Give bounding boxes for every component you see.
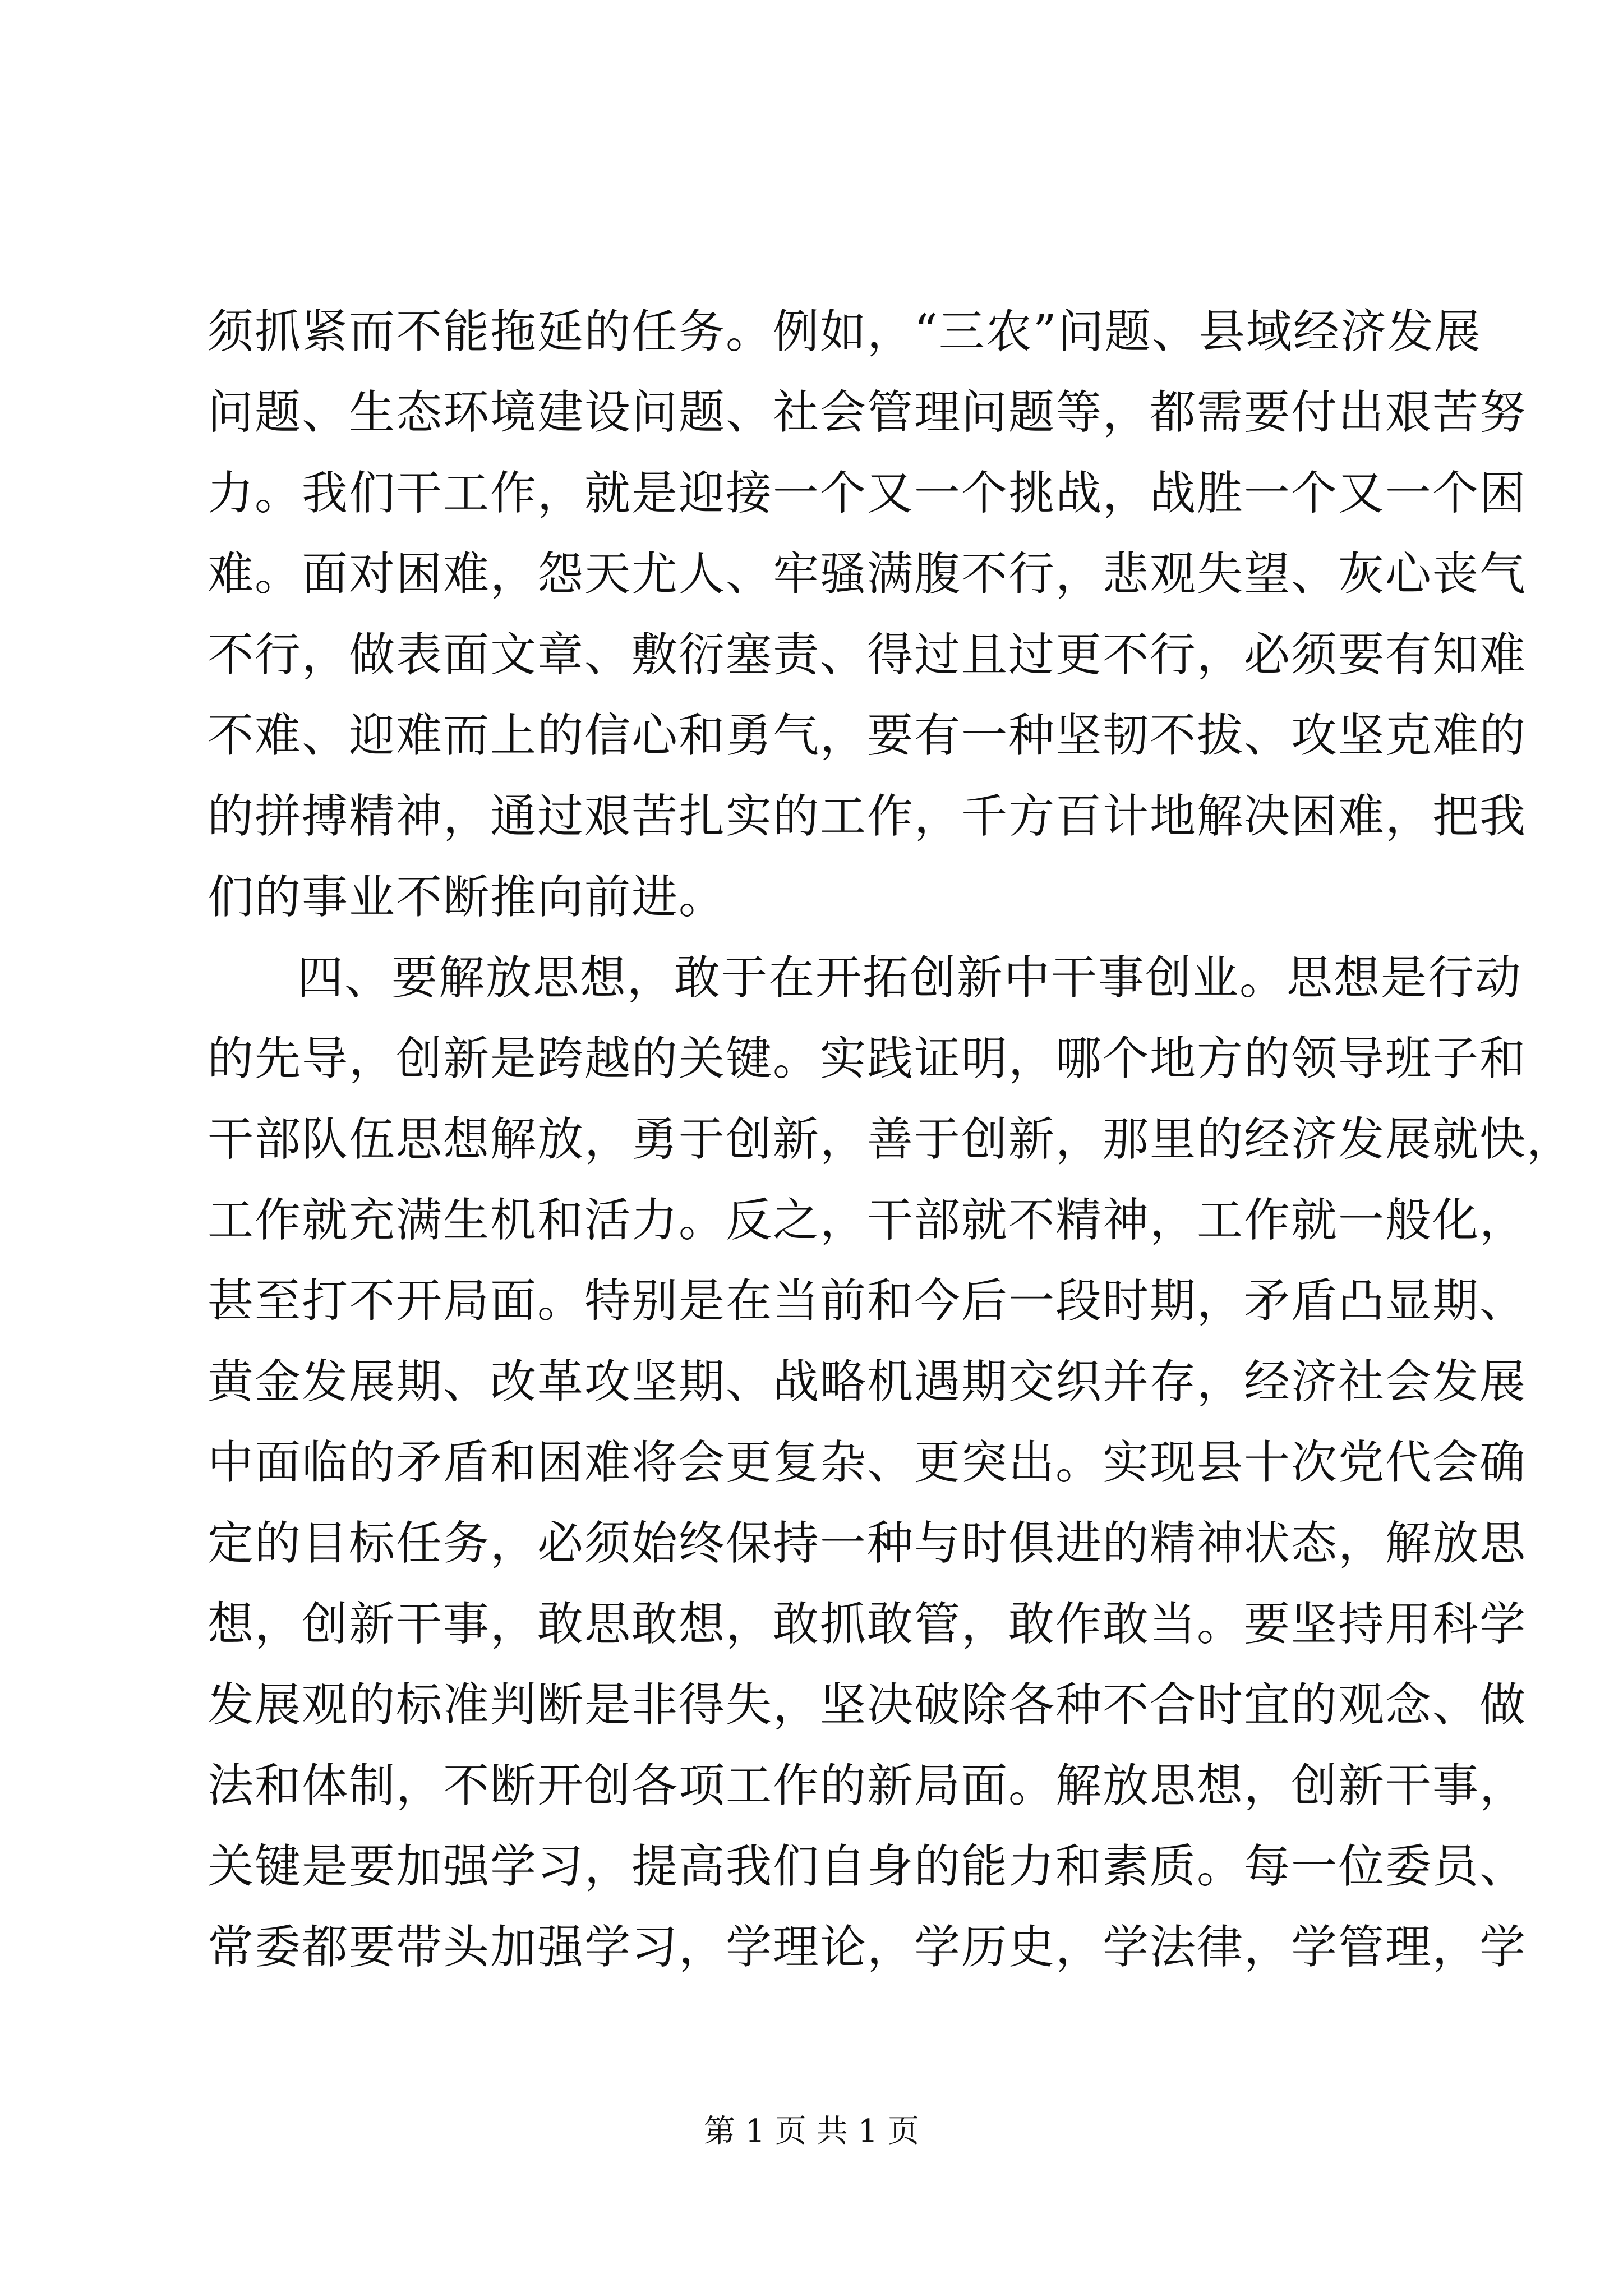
paragraph-2-line: 关键是要加强学习，提高我们自身的能力和素质。每一位委员、: [208, 1840, 1527, 1893]
paragraph-2-line: 常委都要带头加强学习，学理论，学历史，学法律，学管理，学: [208, 1921, 1527, 1974]
paragraph-2-line-first: 四、要解放思想，敢于在开拓创新中干事创业。思想是行动: [297, 951, 1523, 1005]
paragraph-2-line: 发展观的标准判断是非得失，坚决破除各种不合时宜的观念、做: [208, 1678, 1527, 1732]
page-number-footer: 第 1 页 共 1 页: [703, 2113, 920, 2150]
document-body: [208, 292, 1574, 1988]
paragraph-1-line-last: 们的事业不断推向前进。: [208, 871, 726, 924]
paragraph-2-line: 想，创新干事，敢思敢想，敢抓敢管，敢作敢当。要坚持用科学: [208, 1598, 1527, 1651]
paragraph-1-line: 问题、生态环境建设问题、社会管理问题等，都需要付出艰苦努: [208, 386, 1527, 439]
paragraph-2-line: 法和体制，不断开创各项工作的新局面。解放思想，创新干事，: [208, 1759, 1527, 1812]
paragraph-1-line: 力。我们干工作，就是迎接一个又一个挑战，战胜一个又一个困: [208, 467, 1527, 520]
paragraph-2-line: 干部队伍思想解放，勇于创新，善于创新，那里的经济发展就快，: [208, 1113, 1574, 1166]
paragraph-1-line: 须抓紧而不能拖延的任务。例如，“三农”问题、县域经济发展: [208, 305, 1482, 358]
paragraph-1-line: 难。面对困难，怨天尤人、牢骚满腹不行，悲观失望、灰心丧气: [208, 547, 1527, 601]
paragraph-1-line: 不行，做表面文章、敷衍塞责、得过且过更不行，必须要有知难: [208, 628, 1527, 682]
paragraph-2-line: 黄金发展期、改革攻坚期、战略机遇期交织并存，经济社会发展: [208, 1355, 1527, 1409]
paragraph-2-line: 定的目标任务，必须始终保持一种与时俱进的精神状态，解放思: [208, 1517, 1527, 1570]
paragraph-1-line: 不难、迎难而上的信心和勇气，要有一种坚韧不拔、攻坚克难的: [208, 709, 1527, 762]
paragraph-2-line: 的先导，创新是跨越的关键。实践证明，哪个地方的领导班子和: [208, 1032, 1527, 1085]
paragraph-2-line: 甚至打不开局面。特别是在当前和今后一段时期，矛盾凸显期、: [208, 1274, 1527, 1328]
paragraph-1-line: 的拼搏精神，通过艰苦扎实的工作，千方百计地解决困难，把我: [208, 790, 1527, 843]
paragraph-2-line: 工作就充满生机和活力。反之，干部就不精神，工作就一般化，: [208, 1194, 1527, 1247]
paragraph-2-line: 中面临的矛盾和困难将会更复杂、更突出。实现县十次党代会确: [208, 1436, 1527, 1489]
